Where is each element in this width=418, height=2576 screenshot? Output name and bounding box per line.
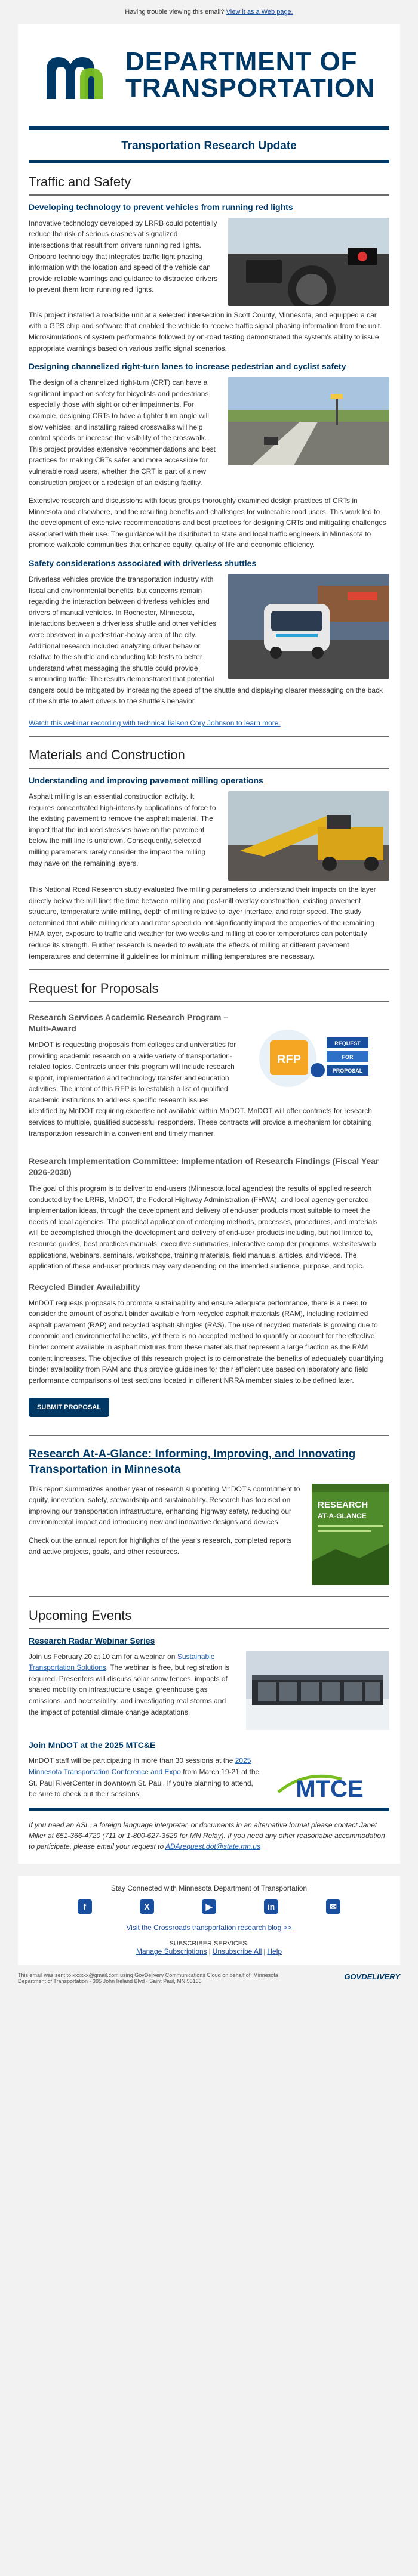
section-heading-events: Upcoming Events bbox=[29, 1608, 389, 1629]
separator: | bbox=[208, 1948, 211, 1956]
rfp-graphic-proposal: PROPOSAL bbox=[332, 1068, 363, 1074]
sustainable-transportation-link[interactable]: Sustainable Transportation Solutions bbox=[29, 1652, 215, 1672]
section-divider bbox=[29, 1435, 389, 1436]
help-link[interactable]: Help bbox=[267, 1947, 282, 1956]
submit-proposal-button[interactable]: SUBMIT PROPOSAL bbox=[29, 1398, 109, 1417]
article-text-red-lights-2: This project installed a roadside unit at a selected intersection in Scott County, Minnesota, and equipped a car with a GPS chip and software that enabled the vehicle to receive traffic signal phasing information from the unit. Microsimulations of system performance followed by on-road testing demonstrated the system's ability to issue appropriate warnings based on various traffic signal scenarios. bbox=[29, 310, 382, 353]
separator: | bbox=[263, 1948, 266, 1956]
logo-wordmark bbox=[125, 49, 375, 101]
section-heading-traffic: Traffic and Safety bbox=[29, 174, 389, 196]
mndot-logo[interactable] bbox=[43, 47, 375, 104]
ada-request-email-link[interactable]: ADArequest.dot@state.mn.us bbox=[165, 1842, 260, 1851]
glance-text-1: This report summarizes another year of research supporting MnDOT's commitment to equity, innovation, safety, stewardship and sustainability. Research has focused on improving our transportation infrastructure, enhancing highway safety, reducing our environmental impact and introducing new and innovative designs and devices. bbox=[29, 1484, 300, 1527]
image-annual-report-cover[interactable] bbox=[312, 1484, 389, 1585]
article-title-red-lights[interactable]: Developing technology to prevent vehicles from running red lights bbox=[29, 202, 293, 212]
section-divider bbox=[29, 736, 389, 737]
mtce-wordmark: MTCE bbox=[296, 1776, 364, 1803]
glance-text-2: Check out the annual report for highlights of the year's research, completed reports and active projects, goals, and other resources. bbox=[29, 1536, 292, 1556]
manage-subscriptions-link[interactable]: Manage Subscriptions bbox=[136, 1947, 207, 1956]
youtube-icon[interactable]: ▶ bbox=[202, 1899, 216, 1914]
event-title-mtce[interactable]: Join MnDOT at the 2025 MTC&E bbox=[29, 1740, 156, 1750]
rfp-text-implementation: The goal of this program is to deliver to end-users (Minnesota local agencies) the results of applied research conducted by the LRRB, MnDOT, the Federal Highway Administration (FHWA), and local agency generated implementation ideas, through the development and delivery of end-user products most suitable to meet the needs of local agencies. The practical application of emerging methods, processes, procedures, and materials will be accomplished through the development and delivery of end-user products including, but not limited to, resource guides, best practices manuals, executive summaries, interactive computer programs, websites/web applications, webinars, seminars, workshops, training materials, field manuals, articles, and videos. The application of these end-user products may vary depending on the intended audience, purpose, and topic. bbox=[29, 1184, 378, 1271]
header-logo-area bbox=[29, 24, 389, 130]
article-text-crt-2: Extensive research and discussions with focus groups thoroughly examined design practices of CRTs in Minnesota and elsewhere, and the resulting benefits and challenges for vulnerable road users. This work led to the development of extensive recommendations and best practices for designing CRTs and mitigating challenges associated with their use. The guidance will be distributed to state and local traffic engineers in Minnesota to promote walkable communities that enhance equity, quality of life and economic efficiency. bbox=[29, 496, 386, 549]
section-divider bbox=[29, 969, 389, 970]
article-text-milling-1: Asphalt milling is an essential construction activity. It requires concentrated high-intensity applications of force to the existing pavement to remove the asphalt material. The impact that the induced stresses have on the pavement below the mill line is unknown. Consequently, selected milling parameters rarely consider the impact the milling may have on the remaining layers. bbox=[29, 792, 216, 867]
email-icon[interactable]: ✉ bbox=[326, 1899, 340, 1914]
rfp-text-recycled-binder: MnDOT requests proposals to promote sustainability and ensure adequate performance, there is a need to consider the amount of asphalt binder available from recycled asphalt materials (RAM), including reclaimed asphalt pavement (RAP) and recycled asphalt shingles (RAS). The use of recycled materials is growing due to economic and environmental benefits, yet there is no accepted method to quantify or account for the effective binder content available in asphalt mixtures from these materials that represent a large fraction as the RAM content increases. The objective of this research project is to demonstrate the benefits of adequately quantifying binder availability from RAM and thus provide guidelines for their efficient use based on laboratory and field performance comparisons of test sections located in different NRRA member states to be defined later. bbox=[29, 1298, 384, 1385]
article-text-milling-2: This National Road Research study evaluated five milling parameters to understand their impacts on the layer directly below the mill line: the time between milling and post-mill overlay construction, existing pavement structure, temperature while milling, depth of milling relative to layer interface, and rotor speed. The study determined that while milling depth and rotor speed do not significantly impact the properties of the remaining HMA layer, exposure to traffic and weather for two weeks and milling at cooler temperatures can potentially reduce its strength. Further research is needed to evaluate the effects of milling at different pavement temperatures and determine if guidelines for minimum milling temperatures are necessary. bbox=[29, 885, 376, 960]
footer bbox=[18, 1876, 400, 1965]
mn-logo-icon bbox=[43, 47, 115, 104]
govdelivery-logo[interactable]: GOVDELIVERY bbox=[344, 1972, 400, 1982]
govdelivery-text: This email was sent to xxxxxx@gmail.com using GovDelivery Communications Cloud on behalf of: Minnesota Department of Transportation · 395 John Ireland Blvd · Saint Paul, MN 55155 bbox=[18, 1972, 278, 1985]
webinar-recording-link[interactable]: Watch this webinar recording with technical liaison Cory Johnson to learn more. bbox=[29, 719, 281, 728]
preheader-text: Having trouble viewing this email? bbox=[125, 8, 225, 16]
article-text-crt-1: The design of a channelized right-turn (CRT) can have a significant impact on safety for bicyclists and pedestrians, especially those with sight or other impairments. For example, designing CRTs to have a tighter turn angle will slow vehicles, and installing raised crosswalks will help control speeds or increase the visibility of the crosswalk. This project provides extensive recommendations and best practices for making CRTs safer and more accessible for vulnerable road users, whether the CRT is part of a new construction project or a redesign of an existing facility. bbox=[29, 378, 216, 487]
rfp-graphic-for: FOR bbox=[342, 1054, 354, 1061]
rfp-title-implementation: Research Implementation Committee: Implementation of Research Findings (Fiscal Year 2026-2030) bbox=[29, 1156, 379, 1178]
article-title-crt[interactable]: Designing channelized right-turn lanes to increase pedestrian and cyclist safety bbox=[29, 362, 346, 372]
article-title-shuttles[interactable]: Safety considerations associated with driverless shuttles bbox=[29, 558, 257, 569]
event-text-webinar-b: . The webinar is free, but registration is required. Presenters will discuss solar snow fences, impacts of shared mobility on infrastructure usage, greenhouse gas emissions, and accessibility; and investigating real storms and the impact of potential climate change adaptations. bbox=[29, 1663, 230, 1716]
image-driverless-shuttle bbox=[228, 574, 389, 679]
rfp-graphic-request: REQUEST bbox=[334, 1040, 361, 1047]
event-title-webinar[interactable]: Research Radar Webinar Series bbox=[29, 1635, 155, 1645]
accessibility-disclaimer bbox=[29, 1808, 389, 1864]
article-text-red-lights-1: Innovative technology developed by LRRB could potentially reduce the risk of serious crashes at signalized intersections that result from drivers running red lights. Onboard technology that integrates traffic light phasing information with the location and speed of the vehicle can provide reliable warnings and guidance to distracted drivers to prevent them from running red lights. bbox=[29, 218, 218, 294]
subscriber-services bbox=[18, 1940, 400, 1956]
x-icon[interactable]: X bbox=[140, 1899, 154, 1914]
event-text-mtce-a: MnDOT staff will be participating in more than 30 sessions at the bbox=[29, 1756, 235, 1765]
section-heading-rfp: Request for Proposals bbox=[29, 981, 389, 1002]
stay-connected-text: Stay Connected with Minnesota Department of Transportation bbox=[110, 1884, 308, 1893]
view-as-webpage-link[interactable]: View it as a Web page. bbox=[226, 8, 293, 16]
research-at-a-glance-title[interactable]: Research At-A-Glance: Informing, Improving, and Innovating Transportation in Minnesota bbox=[29, 1448, 356, 1477]
email-card bbox=[18, 24, 400, 1864]
logo-line1: DEPARTMENT OF bbox=[125, 47, 358, 76]
govdelivery-footer bbox=[18, 1969, 400, 1988]
report-cover-line2: AT-A-GLANCE bbox=[318, 1511, 367, 1520]
image-right-turn-lane bbox=[228, 377, 389, 465]
linkedin-icon[interactable]: in bbox=[264, 1899, 278, 1914]
subscriber-services-label: SUBSCRIBER SERVICES: bbox=[169, 1940, 249, 1948]
mtce-logo bbox=[270, 1761, 389, 1804]
facebook-icon[interactable]: f bbox=[78, 1899, 92, 1914]
unsubscribe-all-link[interactable]: Unsubscribe All bbox=[212, 1947, 262, 1956]
rfp-title-academic: Research Services Academic Research Program – Multi-Award bbox=[29, 1012, 229, 1034]
social-icons-row bbox=[18, 1899, 400, 1914]
section-divider bbox=[29, 1596, 389, 1597]
newsletter-title: Transportation Research Update bbox=[29, 130, 389, 163]
section-heading-materials: Materials and Construction bbox=[29, 748, 389, 769]
image-snow-fence bbox=[246, 1651, 389, 1730]
crossroads-blog-link[interactable]: Visit the Crossroads transportation research blog >> bbox=[126, 1923, 292, 1932]
article-title-milling[interactable]: Understanding and improving pavement milling operations bbox=[29, 776, 263, 786]
image-milling-machine bbox=[228, 791, 389, 881]
image-rfp-graphic bbox=[246, 1011, 389, 1100]
image-driver-dashboard bbox=[228, 218, 389, 306]
rfp-graphic-label: RFP bbox=[277, 1053, 301, 1067]
logo-line2: TRANSPORTATION bbox=[125, 73, 376, 103]
rfp-title-recycled-binder: Recycled Binder Availability bbox=[29, 1281, 140, 1292]
article-text-shuttles: Driverless vehicles provide the transportation industry with fiscal and environmental benefits, but concerns remain regarding the interaction between driverless vehicles and drivers of manual vehicles. In Rochester, Minnesota, interactions between a driverless shuttle and other vehicles were observed in a pedestrian-heavy area of the city. Additional research included analyzing driver behavior relative to the shuttle and conducting lab tests to better understand what messaging the shuttle could provide surrounding traffic. The results demonstrated that potential dangers could be mitigated by increasing the speed of the shuttle and displaying clearer messaging on the back of the shuttle to alert drivers to the shuttle's behavior. bbox=[29, 574, 383, 706]
event-text-mtce-b: from March 19-21 at the St. Paul RiverCenter in downtown St. Paul. If you're planning to attend, be sure to check out their sessions! bbox=[29, 1768, 260, 1799]
event-text-webinar-a: Join us February 20 at 10 am for a webinar on bbox=[29, 1652, 177, 1661]
preheader bbox=[0, 0, 418, 24]
report-cover-line1: RESEARCH bbox=[318, 1499, 368, 1510]
rfp-text-academic: MnDOT is requesting proposals from colleges and universities for providing academic research on a wide variety of transportation-related topics. Contracts under this program will include research support, implementation and technology transfer and education activities. The intent of this RFP is to establish a list of qualified academic institutions to address specific research issues identified by MnDOT requiring expertise not available within MnDOT. MnDOT will offer contracts for research services to multiple, qualified successful responders. These contracts will provide a mechanism for obtaining transportation research in a convenient and timely manner. bbox=[29, 1040, 372, 1138]
disclaimer-text: If you need an ASL, a foreign language interpreter, or documents in an alternative format please contact Janet Miller at 651-366-4720 (711 or 1-800-627-3529 for MN Relay). If you need any other reasonable accommodation to participate, please email your request to bbox=[29, 1821, 385, 1851]
mtce-conference-link[interactable]: 2025 Minnesota Transportation Conference and Expo bbox=[29, 1756, 251, 1777]
